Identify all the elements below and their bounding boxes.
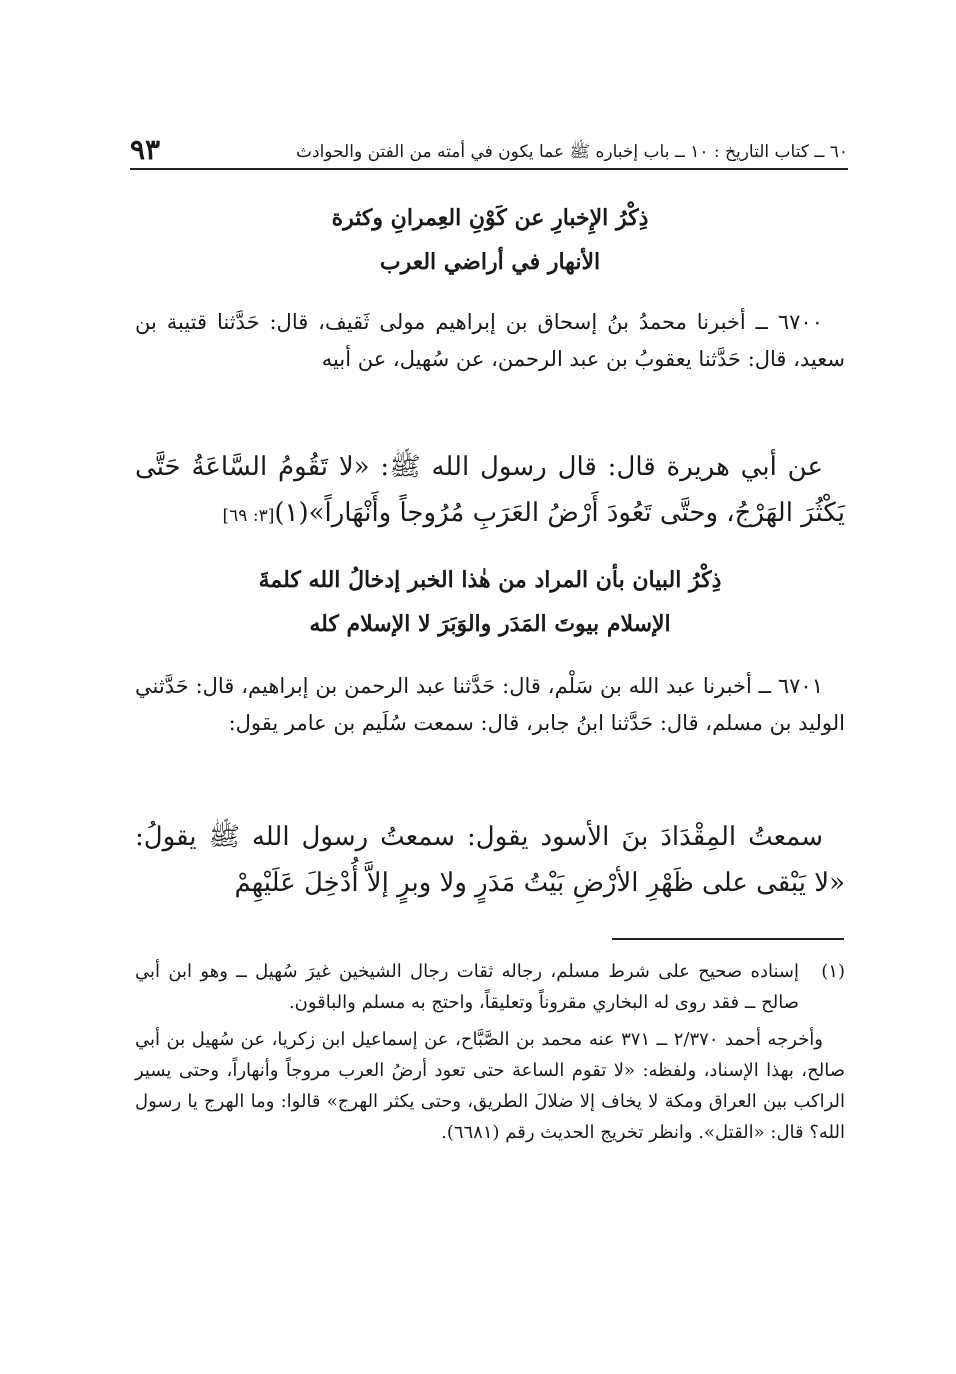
footnote xyxy=(135,956,845,1148)
footnote-first-paragraph xyxy=(135,956,845,1018)
footnote-paragraph-1: إسناده صحيح على شرط مسلم، رجاله ثقات رجال الشيخين غيرَ سُهيل ــ وهو ابن أبي صالح ــ فقد روى له البخاري مقروناً وتعليقاً، واحتج به مسلم والباقون. xyxy=(135,961,799,1013)
isnad-6700: ٦٧٠٠ ــ أخبرنا محمدُ بنُ إسحاق بن إبراهيم مولى ثَقيف، قال: حَدَّثنا قتيبة بن سعيد، قال: حَدَّثنا يعقوبُ بن عبد الرحمن، عن سُهيل، عن أبيه xyxy=(135,310,845,371)
section-heading-2-line1: ذِكْرُ البيان بأن المراد من هٰذا الخبر إدخالُ الله كلمةَ xyxy=(258,567,722,593)
footnote-divider xyxy=(612,938,844,940)
page-number: ٩٣ xyxy=(130,133,161,166)
section-heading-2-line2: الإسلام بيوتَ المَدَر والوَبَرَ لا الإسلام كله xyxy=(309,611,671,637)
section-heading-1-line2: الأنهار في أراضي العرب xyxy=(379,249,601,275)
page-header xyxy=(130,128,848,170)
hadith-reference: [٣: ٦٩] xyxy=(222,506,275,526)
footnote-paragraph-2: وأخرجه أحمد ٢/٣٧٠ ــ ٣٧١ عنه محمد بن الصَّبَّاح، عن إسماعيل ابن زكريا، عن سُهيل بن أبي صالح، بهذا الإسناد، ولفظه: «لا تقوم الساعة حتى تعود أرضُ العرب مروجاً وأنهاراً، وحتى يسير الراكب بين العراق ومكة لا يخاف إلا ضلالَ الطريق، وحتى يكثر الهرج» قالوا: وما الهرج يا رسول الله؟ قال: «القتل». وانظر تخريج الحديث رقم (٦٦٨١). xyxy=(135,1029,845,1143)
section-heading-2 xyxy=(135,558,845,646)
section-heading-1-line1: ذِكْرُ الإِخبارِ عن كَوْنِ العِمرانِ وكثرة xyxy=(331,205,649,231)
isnad-6701: ٦٧٠١ ــ أخبرنا عبد الله بن سَلْم، قال: حَدَّثنا عبد الرحمن بن إبراهيم، قال: حَدَّثني الوليد بن مسلم، قال: حَدَّثنا ابنُ جابر، قال: سمعت سُلَيم بن عامر يقول: xyxy=(135,674,845,735)
footnote-marker: (١) xyxy=(821,961,845,982)
matn-6700 xyxy=(135,444,845,539)
running-title: ٦٠ ــ كتاب التاريخ : ١٠ ــ باب إخباره ﷺ عما يكون في أمته من الفتن والحوادث xyxy=(296,141,848,162)
matn-6701: سمعتُ المِقْدَادَ بنَ الأسود يقول: سمعتُ رسول الله ﷺ يقولُ: «لا يَبْقى على ظَهْرِ الأرْضِ بَيْتُ مَدَرٍ ولا وبرٍ إلاَّ أُدْخِلَ عَلَيْهِمْ xyxy=(135,822,845,898)
section-heading-1 xyxy=(135,196,845,284)
matn-6700-text: عن أبي هريرة قال: قال رسول الله ﷺ: «لا تَقُومُ السَّاعَةُ حَتَّى يَكْثُرَ الهَرْجُ، وحتَّى تَعُودَ أَرْضُ العَرَبِ مُرُوجاً وأَنْهَاراً»(١) xyxy=(135,452,845,528)
